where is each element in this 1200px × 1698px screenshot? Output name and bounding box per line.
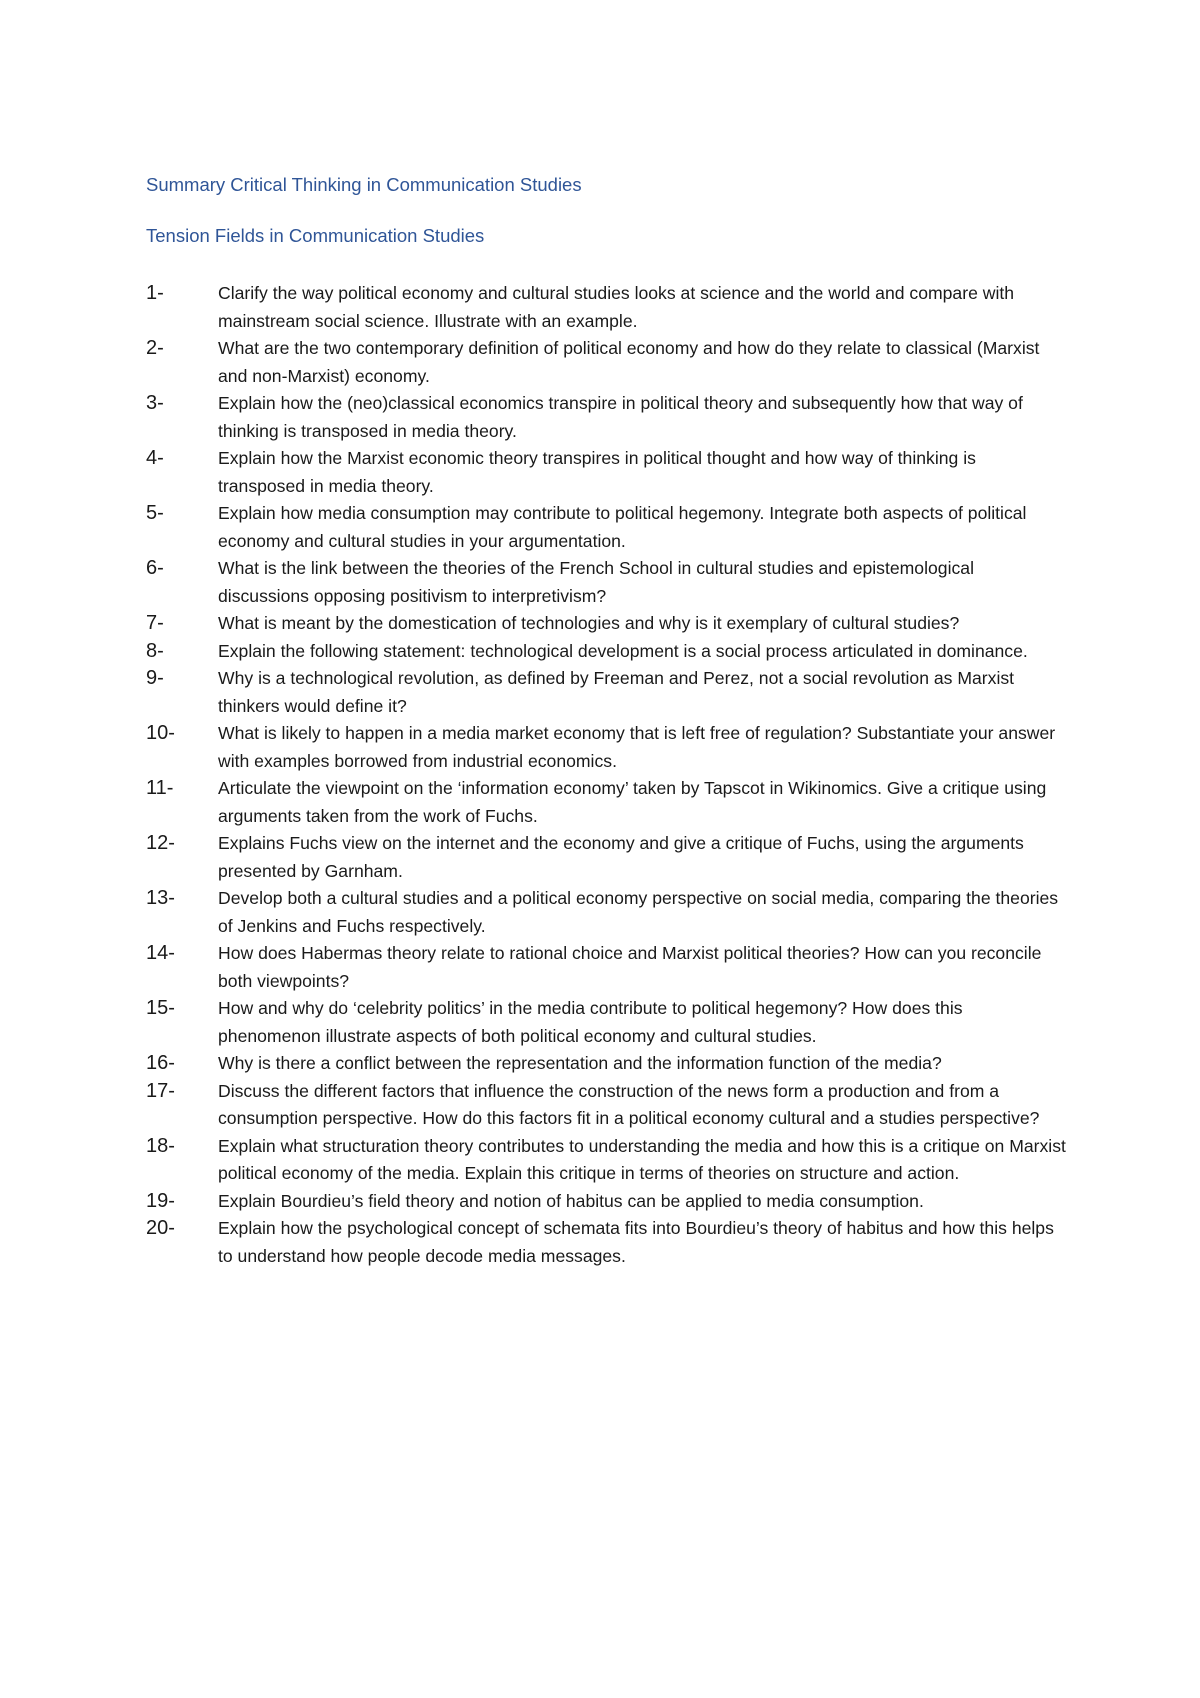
question-item xyxy=(146,610,1066,638)
question-number: 20- xyxy=(146,1217,175,1239)
question-text: What is likely to happen in a media market economy that is left free of regulation? Substantiate your answer with examples borrowed from industrial economics. xyxy=(218,723,1056,771)
question-item xyxy=(146,995,1066,1050)
question-item xyxy=(146,1078,1066,1133)
question-number: 10- xyxy=(146,722,175,744)
question-text: Why is there a conflict between the representation and the information function of the media? xyxy=(218,1053,942,1073)
document-subtitle: Tension Fields in Communication Studies xyxy=(146,225,485,246)
question-number: 1- xyxy=(146,282,164,304)
question-number: 8- xyxy=(146,639,164,662)
question-number: 13- xyxy=(146,887,175,909)
question-item xyxy=(146,665,1066,720)
question-number: 9- xyxy=(146,667,164,689)
question-text: Explain the following statement: technological development is a social process articulated in dominance. xyxy=(218,640,1028,661)
question-number: 11- xyxy=(146,777,174,799)
question-item xyxy=(146,720,1066,775)
question-item xyxy=(146,638,1066,666)
question-text: How and why do ‘celebrity politics’ in the media contribute to political hegemony? How does this phenomenon illustrate aspects of both political economy and cultural studies. xyxy=(218,998,963,1046)
question-text: Clarify the way political economy and cultural studies looks at science and the world and compare with mainstream social science. Illustrate with an example. xyxy=(218,283,1015,331)
question-item xyxy=(146,1050,1066,1078)
question-item xyxy=(146,1188,1066,1216)
question-number: 18- xyxy=(146,1134,175,1157)
question-text: Articulate the viewpoint on the ‘information economy’ taken by Tapscot in Wikinomics. Give a critique using arguments taken from the work of Fuchs. xyxy=(218,778,1047,826)
question-text: Explain how the (neo)classical economics transpire in political theory and subsequently how that way of thinking is transposed in media theory. xyxy=(218,393,1023,441)
question-number: 7- xyxy=(146,612,164,634)
question-text: What are the two contemporary definition of political economy and how do they relate to classical (Marxist and non-Marxist) economy. xyxy=(218,338,1040,386)
question-number: 16- xyxy=(146,1052,175,1074)
question-item xyxy=(146,445,1066,500)
question-number: 15- xyxy=(146,997,175,1019)
question-item xyxy=(146,1215,1066,1270)
question-item xyxy=(146,500,1066,555)
document-title: Summary Critical Thinking in Communication Studies xyxy=(146,174,582,195)
question-number: 12- xyxy=(146,832,175,854)
question-number: 3- xyxy=(146,392,164,414)
question-number: 2- xyxy=(146,337,164,359)
question-item xyxy=(146,885,1066,940)
question-number: 19- xyxy=(146,1189,175,1212)
question-text: Explain what structuration theory contributes to understanding the media and how this is a critique on Marxist political economy of the media. Explain this critique in terms of theories on structure and action. xyxy=(218,1135,1066,1183)
question-text: Explain how media consumption may contribute to political hegemony. Integrate both aspects of political economy and cultural studies in your argumentation. xyxy=(218,503,1027,551)
question-text: What is the link between the theories of the French School in cultural studies and epistemological discussions opposing positivism to interpretivism? xyxy=(218,558,974,606)
question-text: Develop both a cultural studies and a political economy perspective on social media, comparing the theories of Jenkins and Fuchs respectively. xyxy=(218,888,1059,936)
question-item xyxy=(146,1133,1066,1188)
question-text: Why is a technological revolution, as defined by Freeman and Perez, not a social revolution as Marxist thinkers would define it? xyxy=(218,668,1015,716)
question-item xyxy=(146,390,1066,445)
question-number: 4- xyxy=(146,447,164,469)
question-item xyxy=(146,775,1066,830)
question-item xyxy=(146,555,1066,610)
question-item xyxy=(146,280,1066,335)
question-number: 17- xyxy=(146,1079,175,1102)
question-number: 5- xyxy=(146,502,164,524)
question-number: 14- xyxy=(146,942,175,964)
question-item xyxy=(146,335,1066,390)
question-item xyxy=(146,940,1066,995)
question-text: Explain how the psychological concept of schemata fits into Bourdieu’s theory of habitus and how this helps to understand how people decode media messages. xyxy=(218,1218,1054,1266)
question-text: Explain how the Marxist economic theory transpires in political thought and how way of thinking is transposed in media theory. xyxy=(218,448,976,496)
question-number: 6- xyxy=(146,557,164,579)
question-text: What is meant by the domestication of technologies and why is it exemplary of cultural studies? xyxy=(218,613,960,633)
question-list xyxy=(146,280,1066,1270)
question-text: Explains Fuchs view on the internet and the economy and give a critique of Fuchs, using the arguments presented by Garnham. xyxy=(218,833,1024,881)
question-item xyxy=(146,830,1066,885)
question-text: Discuss the different factors that influence the construction of the news form a production and from a consumption perspective. How do this factors fit in a political economy cultural and a studies perspective? xyxy=(218,1080,1040,1128)
question-text: Explain Bourdieu’s field theory and notion of habitus can be applied to media consumption. xyxy=(218,1190,924,1211)
question-text: How does Habermas theory relate to rational choice and Marxist political theories? How can you reconcile both viewpoints? xyxy=(218,943,1042,991)
